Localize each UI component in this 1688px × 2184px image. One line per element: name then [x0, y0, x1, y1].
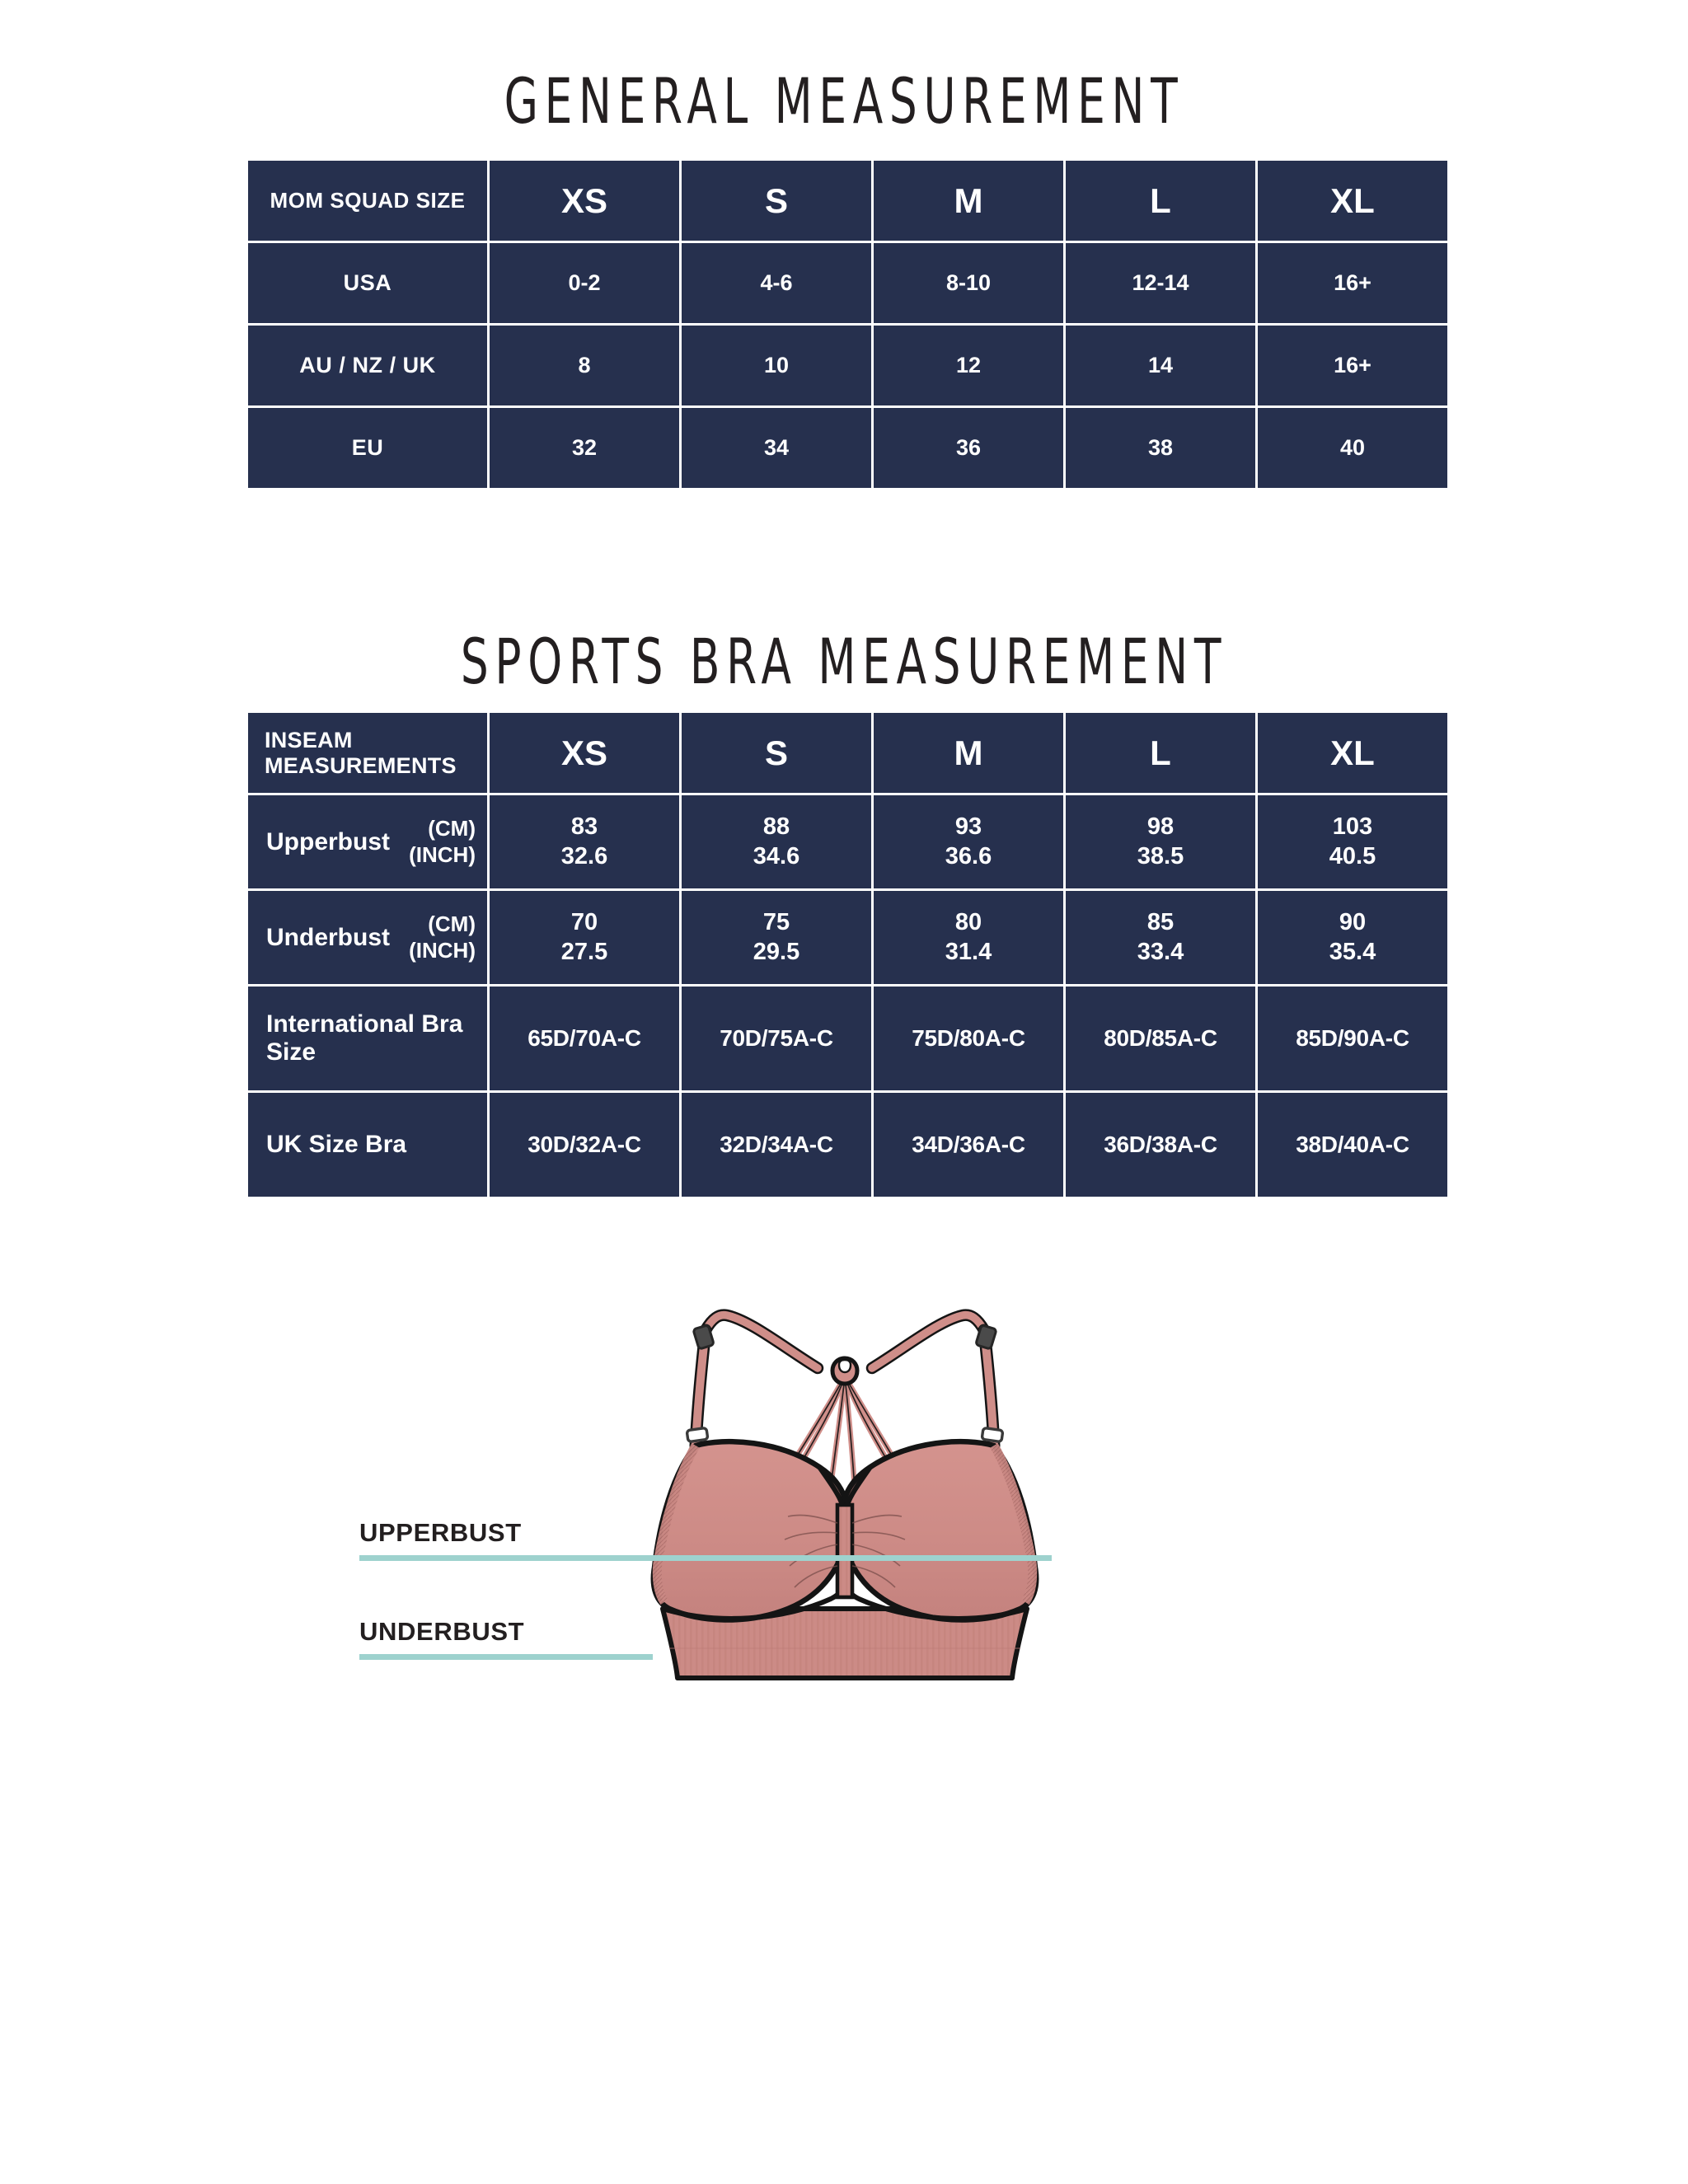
cell-aunzuk-l: 14 [1066, 326, 1255, 405]
cell-intl-xs: 65D/70A-C [490, 987, 679, 1090]
value-cm: 98 [1146, 813, 1175, 841]
value-cm: 93 [954, 813, 982, 841]
cell-uk-m: 34D/36A-C [874, 1093, 1063, 1197]
value-inch: 33.4 [1137, 938, 1184, 965]
column-header-xl: XL [1258, 713, 1447, 793]
cell-upperbust-m [874, 795, 1063, 888]
table-row-uk-size-bra [248, 1093, 1447, 1197]
cell-underbust-m [874, 891, 1063, 984]
row-label-text: Underbust [266, 923, 390, 951]
cell-aunzuk-xs: 8 [490, 326, 679, 405]
cell-uk-s: 32D/34A-C [682, 1093, 871, 1197]
cell-intl-s: 70D/75A-C [682, 987, 871, 1090]
cell-usa-xs: 0-2 [490, 243, 679, 323]
cell-intl-xl: 85D/90A-C [1258, 987, 1447, 1090]
upperbust-measurement-line [359, 1555, 1052, 1561]
column-header-label: INSEAM MEASUREMENTS [248, 713, 487, 793]
value-cm: 75 [762, 909, 790, 936]
cell-underbust-l [1066, 891, 1255, 984]
cell-eu-l: 38 [1066, 408, 1255, 488]
cell-eu-xs: 32 [490, 408, 679, 488]
column-header-l: L [1066, 161, 1255, 241]
underbust-measurement-line [359, 1654, 653, 1660]
column-header-label: MOM SQUAD SIZE [248, 161, 487, 241]
table-row-underbust [248, 891, 1447, 984]
cell-aunzuk-xl: 16+ [1258, 326, 1447, 405]
column-header-s: S [682, 161, 871, 241]
cell-uk-xs: 30D/32A-C [490, 1093, 679, 1197]
cell-intl-m: 75D/80A-C [874, 987, 1063, 1090]
strap-ring-right-icon [982, 1427, 1003, 1441]
table-row-international-bra-size [248, 987, 1447, 1090]
unit-cm: (CM) [428, 911, 476, 936]
column-header-xs: XS [490, 713, 679, 793]
value-cm: 83 [570, 813, 598, 841]
cell-eu-xl: 40 [1258, 408, 1447, 488]
table-header-row [248, 713, 1447, 793]
cell-usa-m: 8-10 [874, 243, 1063, 323]
row-label-text: UK Size Bra [266, 1131, 407, 1158]
value-cm: 90 [1339, 909, 1367, 936]
column-header-xs: XS [490, 161, 679, 241]
cell-underbust-xs [490, 891, 679, 984]
table-row-au-nz-uk [248, 326, 1447, 405]
value-inch: 34.6 [753, 842, 800, 869]
row-units [409, 816, 476, 868]
strap-ring-left-icon [687, 1427, 708, 1441]
general-measurement-title: GENERAL MEASUREMENT [504, 64, 1184, 138]
row-units [409, 912, 476, 963]
cell-upperbust-xl [1258, 795, 1447, 888]
row-label: USA [248, 243, 487, 323]
row-label-upperbust [248, 795, 487, 888]
table-row-usa [248, 243, 1447, 323]
value-inch: 40.5 [1329, 842, 1376, 869]
cell-intl-l: 80D/85A-C [1066, 987, 1255, 1090]
value-inch: 27.5 [560, 938, 608, 965]
sports-bra-measurement-title: SPORTS BRA MEASUREMENT [460, 625, 1228, 698]
column-header-m: M [874, 161, 1063, 241]
cell-upperbust-s [682, 795, 871, 888]
table-row-upperbust [248, 795, 1447, 888]
table-header-row [248, 161, 1447, 241]
cell-uk-xl: 38D/40A-C [1258, 1093, 1447, 1197]
value-inch: 38.5 [1137, 842, 1184, 869]
cell-aunzuk-s: 10 [682, 326, 871, 405]
row-label-international-bra-size [248, 987, 487, 1090]
row-label-text: International Bra Size [266, 1010, 463, 1066]
value-cm: 103 [1332, 813, 1373, 841]
column-header-s: S [682, 713, 871, 793]
column-header-m: M [874, 713, 1063, 793]
unit-inch: (INCH) [409, 937, 476, 963]
cell-eu-m: 36 [874, 408, 1063, 488]
unit-inch: (INCH) [409, 841, 476, 867]
value-cm: 80 [954, 909, 982, 936]
cell-usa-s: 4-6 [682, 243, 871, 323]
unit-cm: (CM) [428, 815, 476, 841]
cell-upperbust-l [1066, 795, 1255, 888]
row-label: AU / NZ / UK [248, 326, 487, 405]
sports-bra-illustration [626, 1276, 1063, 1696]
general-measurement-table [246, 158, 1450, 490]
table-row-eu [248, 408, 1447, 488]
value-inch: 36.6 [945, 842, 992, 869]
cell-usa-xl: 16+ [1258, 243, 1447, 323]
cell-underbust-xl [1258, 891, 1447, 984]
sports-bra-measurement-table [246, 710, 1450, 1199]
value-inch: 29.5 [753, 938, 800, 965]
row-label-uk-size-bra [248, 1093, 487, 1197]
upperbust-measurement-label: UPPERBUST [359, 1518, 522, 1547]
value-inch: 35.4 [1329, 938, 1376, 965]
cell-usa-l: 12-14 [1066, 243, 1255, 323]
value-cm: 70 [570, 909, 598, 936]
underbust-measurement-label: UNDERBUST [359, 1617, 525, 1646]
cell-eu-s: 34 [682, 408, 871, 488]
cell-uk-l: 36D/38A-C [1066, 1093, 1255, 1197]
value-inch: 32.6 [560, 842, 608, 869]
column-header-l: L [1066, 713, 1255, 793]
value-cm: 85 [1146, 909, 1175, 936]
row-label-text: Upperbust [266, 827, 390, 855]
row-label-underbust [248, 891, 487, 984]
row-label: EU [248, 408, 487, 488]
value-cm: 88 [762, 813, 790, 841]
value-inch: 31.4 [945, 938, 992, 965]
cell-aunzuk-m: 12 [874, 326, 1063, 405]
column-header-xl: XL [1258, 161, 1447, 241]
cell-underbust-s [682, 891, 871, 984]
cell-upperbust-xs [490, 795, 679, 888]
